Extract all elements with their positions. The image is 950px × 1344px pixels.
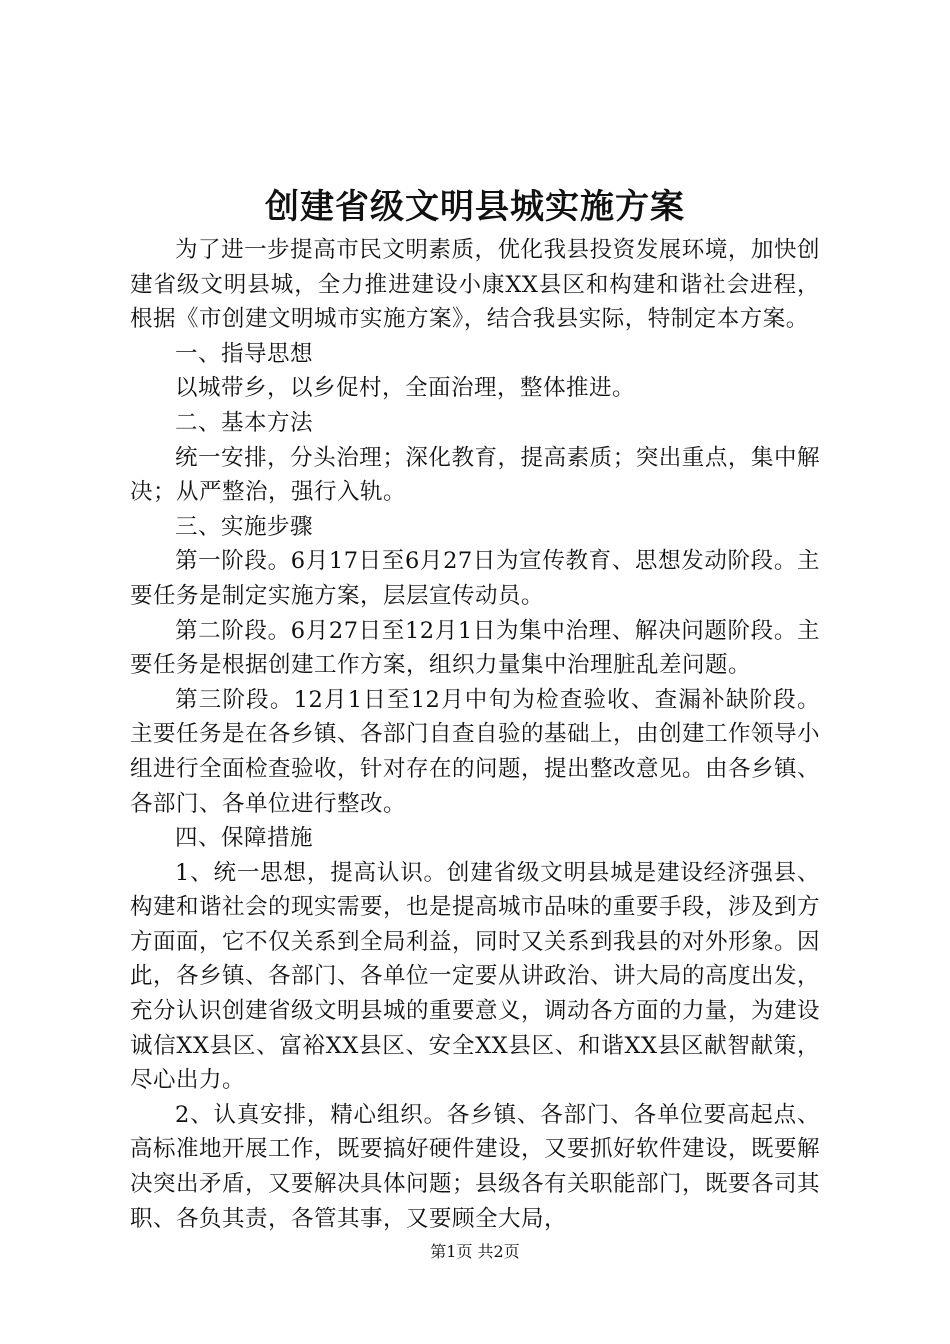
paragraph-stage-three: 第三阶段。12月1日至12月中旬为检查验收、查漏补缺阶段。主要任务是在各乡镇、各部门自查自验的基础上，由创建工作领导小组进行全面检查验收，针对存在的问题，提出整改意见。由各乡镇、各部门、各单位进行整改。 xyxy=(130,686,821,817)
section-heading-implementation-steps: 三、实施步骤 xyxy=(175,513,314,540)
document-body xyxy=(130,233,820,1236)
page-footer: 第1页 共2页 xyxy=(430,1242,520,1261)
section-heading-basic-methods: 二、基本方法 xyxy=(175,409,314,436)
paragraph-stage-two: 第二阶段。6月27日至12月1日为集中治理、解决问题阶段。主要任务是根据创建工作方案，组织力量集中治理脏乱差问题。 xyxy=(130,617,820,679)
paragraph-measure-two: 2、认真安排，精心组织。各乡镇、各部门、各单位要高起点、高标准地开展工作，既要搞好硬件建设，又要抓好软件建设，既要解决突出矛盾，又要解决具体问题；县级各有关职能部门，既要各司其职、各负其责，各管其事，又要顾全大局， xyxy=(130,1101,821,1232)
page-title: 创建省级文明县城实施方案 xyxy=(265,187,685,227)
paragraph: 以城带乡，以乡促村，全面治理，整体推进。 xyxy=(175,375,636,402)
paragraph-measure-one: 1、统一思想，提高认识。创建省级文明县城是建设经济强县、构建和谐社会的现实需要，也是提高城市品味的重要手段，涉及到方方面面，它不仅关系到全局利益，同时又关系到我县的对外形象。因此，各乡镇、各部门、各单位一定要从讲政治、讲大局的高度出发，充分认识创建省级文明县城的重要意义，调动各方面的力量，为建设诚信XX县区、富裕XX县区、安全XX县区、和谐XX县区献智献策，尽心出力。 xyxy=(130,859,821,1094)
section-heading-guiding-ideology: 一、指导思想 xyxy=(175,340,314,367)
paragraph: 统一安排，分头治理；深化教育，提高素质；突出重点，集中解决；从严整治，强行入轨。 xyxy=(130,444,820,506)
section-heading-safeguard-measures: 四、保障措施 xyxy=(175,825,314,852)
intro-paragraph: 为了进一步提高市民文明素质，优化我县投资发展环境，加快创建省级文明县城，全力推进建设小康XX县区和构建和谐社会进程，根据《市创建文明城市实施方案》，结合我县实际，特制定本方案。 xyxy=(130,237,820,333)
paragraph-stage-one: 第一阶段。6月17日至6月27日为宣传教育、思想发动阶段。主要任务是制定实施方案，层层宣传动员。 xyxy=(130,548,820,609)
